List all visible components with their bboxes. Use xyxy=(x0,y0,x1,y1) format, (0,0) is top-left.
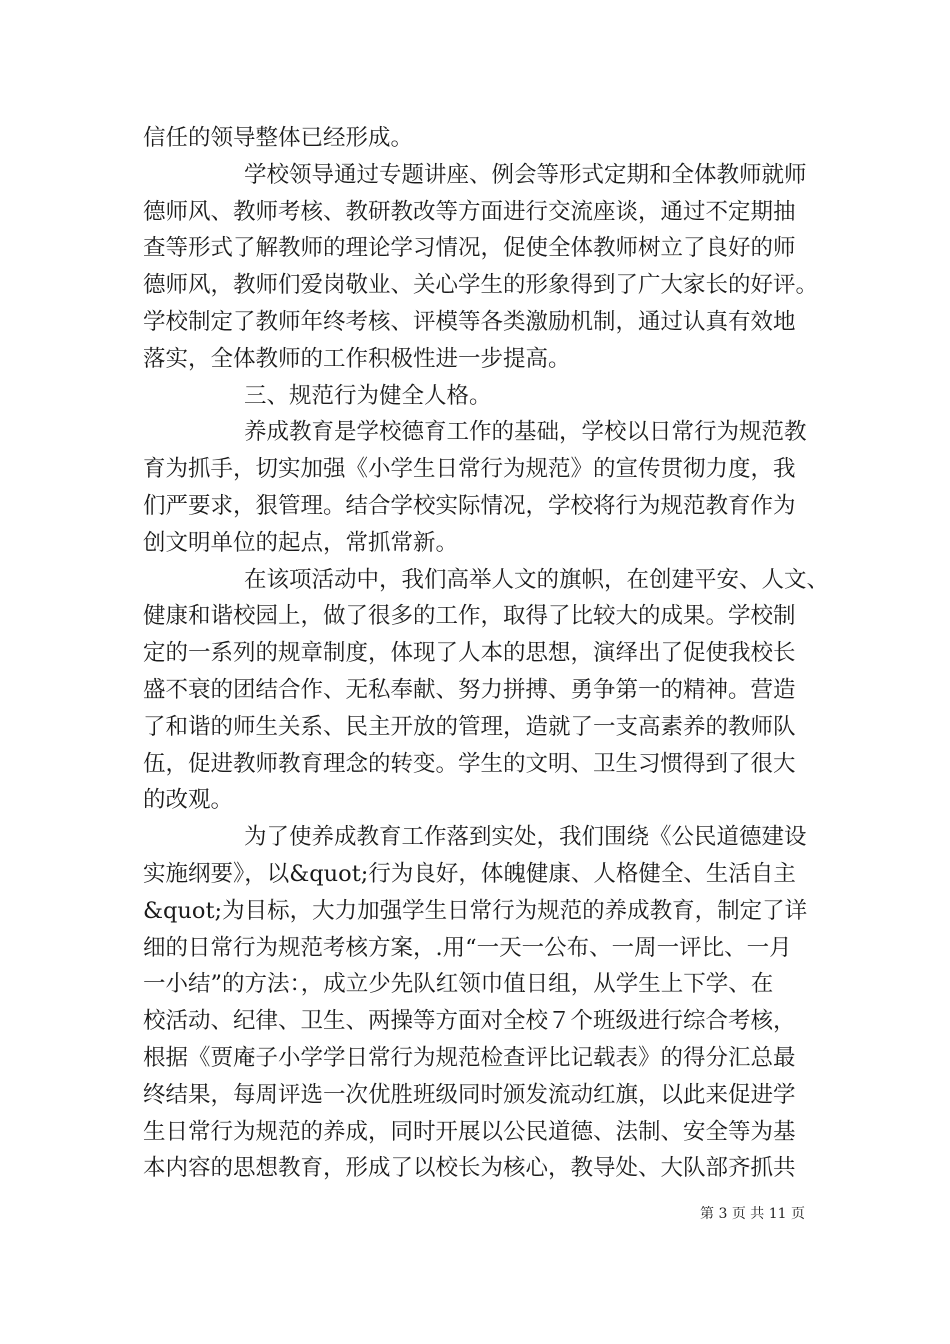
text-line: 信任的领导整体已经形成。 xyxy=(143,125,414,151)
text-line: 健康和谐校园上，做了很多的工作，取得了比较大的成果。学校制 xyxy=(143,603,796,630)
text-line: 终结果，每周评选一次优胜班级同时颁发流动红旗，以此来促进学 xyxy=(143,1081,796,1108)
text-line: 本内容的思想教育，形成了以校长为核心，教导处、大队部齐抓共 xyxy=(143,1155,796,1182)
text-line: 校活动、纪律、卫生、两操等方面对全校７个班级进行综合考核， xyxy=(143,1008,796,1035)
text-line: 育为抓手，切实加强《小学生日常行为规范》的宣传贯彻力度，我 xyxy=(143,456,796,483)
text-line: 生日常行为规范的养成，同时开展以公民道德、法制、安全等为基 xyxy=(143,1118,796,1145)
text-line: 实施纲要》，以&quot;行为良好，体魄健康、人格健全、生活自主 xyxy=(143,860,796,887)
paragraph-first-line: 在该项活动中，我们高举人文的旗帜，在创建平安、人文、 xyxy=(244,566,830,593)
text-line: &quot;为目标，大力加强学生日常行为规范的养成教育，制定了详 xyxy=(143,897,808,924)
document-body xyxy=(143,120,830,1187)
text-line: 学校制定了教师年终考核、评模等各类激励机制，通过认真有效地 xyxy=(143,308,796,335)
paragraph-first-line: 三、规范行为健全人格。 xyxy=(244,382,492,409)
text-line: 细的日常行为规范考核方案，.用“一天一公布、一周一评比、一月 xyxy=(143,934,792,961)
text-line: 了和谐的师生关系、民主开放的管理，造就了一支高素养的教师队 xyxy=(143,713,796,740)
text-line: 创文明单位的起点，常抓常新。 xyxy=(143,529,459,556)
text-line: 的改观。 xyxy=(143,787,234,814)
text-line: 一小结”的方法：，成立少先队红领巾值日组，从学生上下学、在 xyxy=(143,971,774,998)
text-line: 们严要求，狠管理。结合学校实际情况，学校将行为规范教育作为 xyxy=(143,492,796,519)
text-line: 根据《贾庵子小学学日常行为规范检查评比记载表》的得分汇总最 xyxy=(143,1044,796,1071)
paragraph-first-line: 学校领导通过专题讲座、例会等形式定期和全体教师就师 xyxy=(244,161,807,188)
paragraph-first-line: 养成教育是学校德育工作的基础，学校以日常行为规范教 xyxy=(244,419,807,446)
text-line: 德师风、教师考核、教研教改等方面进行交流座谈，通过不定期抽 xyxy=(143,198,796,225)
text-line: 德师风，教师们爱岗敬业、关心学生的形象得到了广大家长的好评。 xyxy=(143,272,819,299)
text-line: 定的一系列的规章制度，体现了人本的思想，演绎出了促使我校长 xyxy=(143,640,796,667)
page-number-footer: 第 3 页 共 11 页 xyxy=(700,1206,805,1222)
text-line: 查等形式了解教师的理论学习情况，促使全体教师树立了良好的师 xyxy=(143,235,796,262)
text-line: 伍，促进教师教育理念的转变。学生的文明、卫生习惯得到了很大 xyxy=(143,750,796,777)
text-line: 落实，全体教师的工作积极性进一步提高。 xyxy=(143,345,571,372)
text-line: 盛不衰的团结合作、无私奉献、努力拼搏、勇争第一的精神。营造 xyxy=(143,676,796,703)
paragraph-first-line: 为了使养成教育工作落到实处，我们围绕《公民道德建设 xyxy=(244,824,807,851)
